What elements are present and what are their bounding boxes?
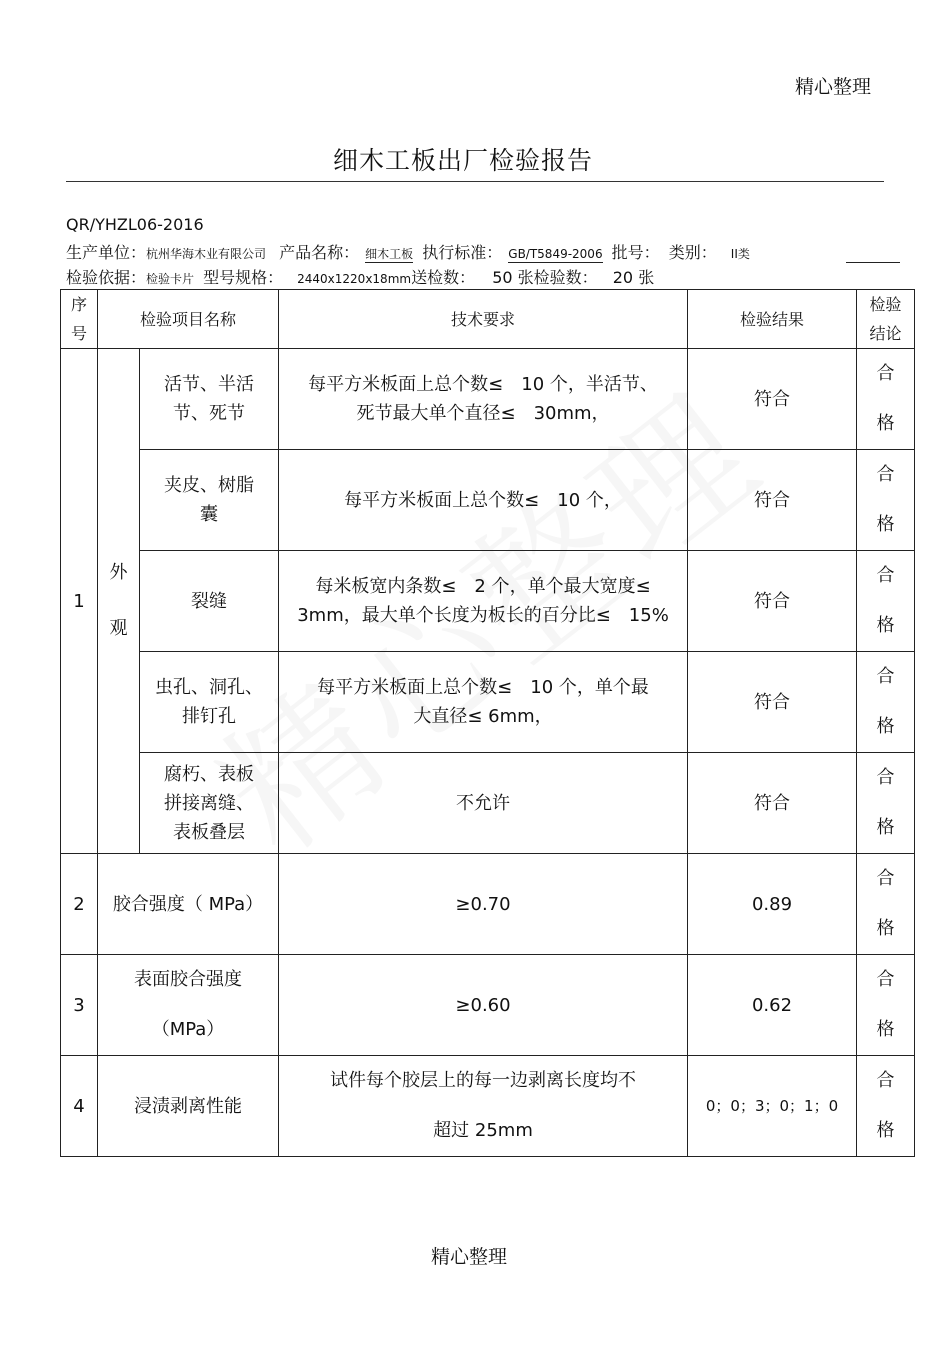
requirement: 每平方米板面上总个数≤ 10 个，单个最 大直径≤ 6mm， [279, 652, 688, 753]
item-name: 裂缝 [140, 551, 279, 652]
category-value: II类 [730, 247, 750, 261]
header-verdict: 检验 结论 [857, 290, 915, 349]
verdict: 合 格 [857, 450, 915, 551]
page-title: 细木工板出厂检验报告 [333, 146, 594, 175]
result: 符合 [688, 551, 857, 652]
item-name: 虫孔、洞孔、 排钉孔 [140, 652, 279, 753]
table-header-row [61, 290, 915, 349]
item-name: 胶合强度（ MPa） [98, 854, 279, 955]
table-row [61, 450, 915, 551]
requirement: 试件每个胶层上的每一边剥离长度均不 超过 25mm [279, 1056, 688, 1157]
spec-value: 2440x1220x18mm [297, 272, 412, 286]
result: 符合 [688, 349, 857, 450]
header-item: 检验项目名称 [98, 290, 279, 349]
checked-label: 检验数： [533, 268, 598, 287]
result: 符合 [688, 652, 857, 753]
requirement: 不允许 [279, 753, 688, 854]
table-row [61, 753, 915, 854]
verdict: 合 格 [857, 652, 915, 753]
header-result: 检验结果 [688, 290, 857, 349]
sent-value: 50 张 [492, 268, 534, 287]
standard-label: 执行标准： [422, 243, 503, 262]
row-no: 1 [61, 349, 98, 854]
producer-label: 生产单位： [66, 243, 147, 262]
requirement: ≥0.60 [279, 955, 688, 1056]
item-name: 夹皮、树脂 囊 [140, 450, 279, 551]
verdict: 合 格 [857, 753, 915, 854]
row-no: 2 [61, 854, 98, 955]
item-name: 表面胶合强度 （MPa） [98, 955, 279, 1056]
result: 符合 [688, 753, 857, 854]
info-line-1 [66, 240, 750, 263]
product-value: 细木工板 [365, 247, 414, 261]
header-no: 序 号 [61, 290, 98, 349]
requirement: 每米板宽内条数≤ 2 个，单个最大宽度≤ 3mm，最大单个长度为板长的百分比≤ 15% [279, 551, 688, 652]
batch-label: 批号： [611, 243, 660, 262]
info-line-2 [66, 265, 654, 288]
result: 0；0；3；0；1；0 [688, 1056, 857, 1157]
checked-value: 20 张 [612, 268, 655, 287]
verdict: 合 格 [857, 854, 915, 955]
basis-value: 检验卡片 [146, 272, 195, 286]
producer-value: 杭州华海木业有限公司 [146, 247, 267, 261]
table-row [61, 1056, 915, 1157]
footer-note: 精心整理 [431, 1246, 508, 1268]
spec-label: 型号规格： [203, 268, 284, 287]
batch-blank-line [846, 262, 900, 263]
basis-label: 检验依据： [66, 268, 147, 287]
header-note: 精心整理 [795, 76, 872, 98]
result: 符合 [688, 450, 857, 551]
item-name: 活节、半活 节、死节 [140, 349, 279, 450]
doc-code: QR/YHZL06-2016 [66, 215, 204, 234]
requirement: 每平方米板面上总个数≤ 10 个，半活节、 死节最大单个直径≤ 30mm， [279, 349, 688, 450]
title-rule [66, 181, 884, 182]
result: 0.62 [688, 955, 857, 1056]
sent-label: 送检数： [411, 268, 476, 287]
item-name: 腐朽、表板 拼接离缝、 表板叠层 [140, 753, 279, 854]
result: 0.89 [688, 854, 857, 955]
table-row [61, 955, 915, 1056]
table-row [61, 551, 915, 652]
inspection-table [60, 289, 915, 1157]
category-label: 类别： [668, 243, 717, 262]
verdict: 合 格 [857, 551, 915, 652]
item-name: 浸渍剥离性能 [98, 1056, 279, 1157]
requirement: ≥0.70 [279, 854, 688, 955]
table-row [61, 349, 915, 450]
product-label: 产品名称： [279, 243, 360, 262]
row-no: 4 [61, 1056, 98, 1157]
row-no: 3 [61, 955, 98, 1056]
table-row [61, 652, 915, 753]
verdict: 合 格 [857, 349, 915, 450]
verdict: 合 格 [857, 955, 915, 1056]
verdict: 合 格 [857, 1056, 915, 1157]
header-requirement: 技术要求 [279, 290, 688, 349]
appearance-group: 外 观 [98, 349, 140, 854]
table-row [61, 854, 915, 955]
standard-value: GB/T5849-2006 [508, 247, 603, 261]
requirement: 每平方米板面上总个数≤ 10 个， [279, 450, 688, 551]
